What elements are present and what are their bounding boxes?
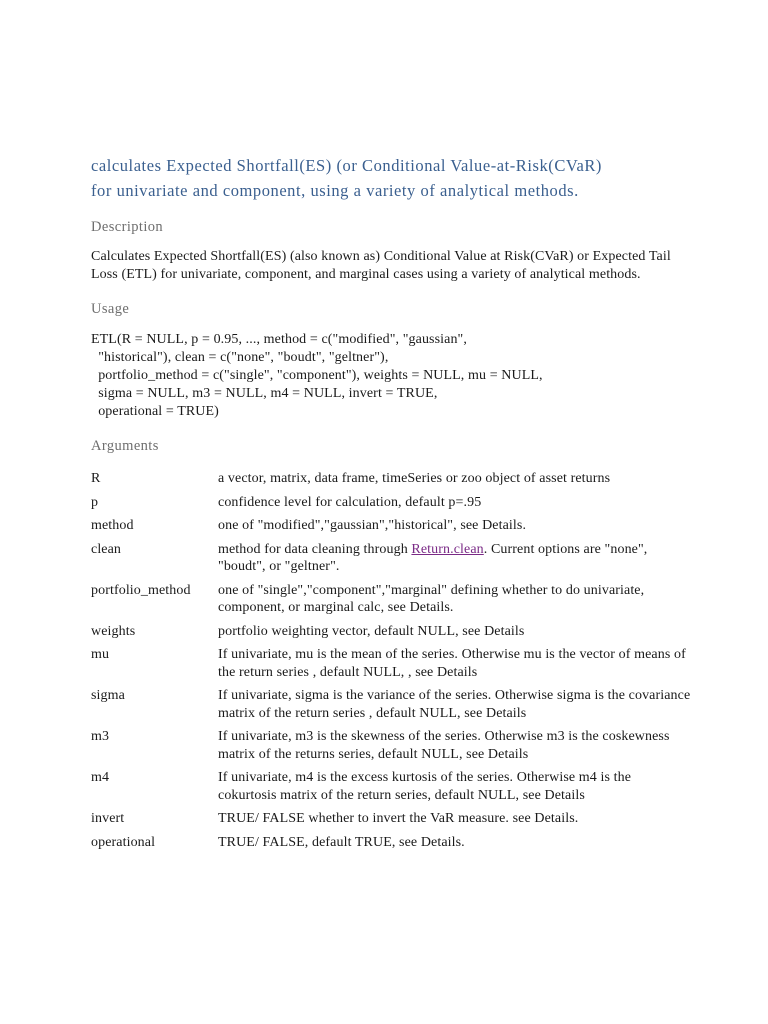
argument-description: If univariate, m4 is the excess kurtosis of the series. Otherwise m4 is the cokurtosis matrix of the return series, default NULL, see Details <box>218 770 632 803</box>
argument-row-m3 <box>91 728 691 763</box>
argument-description: If univariate, mu is the mean of the series. Otherwise mu is the vector of means of the return series , default NULL, , see Details <box>218 647 686 680</box>
argument-description: confidence level for calculation, default p=.95 <box>218 494 482 510</box>
argument-name: operational <box>91 834 156 850</box>
return-clean-link[interactable]: Return.clean <box>411 541 484 557</box>
page-title <box>91 153 691 203</box>
doc-page <box>91 153 691 851</box>
argument-row-p <box>91 494 691 512</box>
argument-description: one of "single","component","marginal" defining whether to do univariate, component, or marginal calc, see Details. <box>218 582 645 615</box>
argument-name: portfolio_method <box>91 582 191 598</box>
argument-description <box>218 541 691 576</box>
argument-name: weights <box>91 623 136 639</box>
argument-row-invert <box>91 810 691 828</box>
argument-name: invert <box>91 811 125 826</box>
argument-row-sigma <box>91 687 691 722</box>
argument-name: sigma <box>91 688 125 703</box>
argument-row-m4 <box>91 769 691 804</box>
argument-row-clean <box>91 541 691 576</box>
description-heading: Description <box>91 219 164 235</box>
usage-line: "historical"), clean = c("none", "boudt", "geltner"), <box>91 350 389 365</box>
usage-line: ETL(R = NULL, p = 0.95, ..., method = c("modified", "gaussian", <box>91 332 467 347</box>
argument-name: p <box>91 494 99 510</box>
argument-name: method <box>91 518 134 533</box>
description-text: Calculates Expected Shortfall(ES) (also known as) Conditional Value at Risk(CVaR) or Expected Tail Loss (ETL) for univariate, component, and marginal cases using a variety of analytical methods. <box>91 249 671 282</box>
argument-row-portfolio-method <box>91 582 691 617</box>
usage-code-block <box>91 331 691 421</box>
argument-description: TRUE/ FALSE whether to invert the VaR measure. see Details. <box>218 811 579 826</box>
arguments-table <box>91 470 691 851</box>
usage-line: sigma = NULL, m3 = NULL, m4 = NULL, invert = TRUE, <box>91 386 438 401</box>
argument-description-after-link: . Current options are "none", "boudt", or "geltner". <box>218 541 648 574</box>
usage-heading: Usage <box>91 301 130 317</box>
argument-description-before-link: method for data cleaning through <box>218 541 412 557</box>
argument-row-mu <box>91 646 691 681</box>
argument-name: mu <box>91 647 110 662</box>
argument-description: TRUE/ FALSE, default TRUE, see Details. <box>218 834 465 850</box>
argument-name: m4 <box>91 770 110 785</box>
usage-line: operational = TRUE) <box>91 404 219 419</box>
argument-description: a vector, matrix, data frame, timeSeries or zoo object of asset returns <box>218 471 611 486</box>
argument-description: portfolio weighting vector, default NULL, see Details <box>218 623 525 639</box>
title-line-2: for univariate and component, using a variety of analytical methods. <box>91 181 579 200</box>
argument-row-method <box>91 517 691 535</box>
argument-name: R <box>91 471 101 486</box>
argument-row-R <box>91 470 691 488</box>
argument-row-weights <box>91 623 691 641</box>
argument-name: m3 <box>91 729 110 744</box>
argument-description: one of "modified","gaussian","historical", see Details. <box>218 518 527 533</box>
argument-row-operational <box>91 834 691 852</box>
argument-description: If univariate, sigma is the variance of the series. Otherwise sigma is the covariance matrix of the return series , default NULL, see Details <box>218 688 691 721</box>
usage-line: portfolio_method = c("single", "component"), weights = NULL, mu = NULL, <box>91 368 543 383</box>
argument-description: If univariate, m3 is the skewness of the series. Otherwise m3 is the coskewness matrix of the returns series, default NULL, see Details <box>218 729 670 762</box>
argument-name: clean <box>91 541 122 557</box>
title-line-1: calculates Expected Shortfall(ES) (or Conditional Value-at-Risk(CVaR) <box>91 156 602 175</box>
arguments-heading: Arguments <box>91 438 159 454</box>
